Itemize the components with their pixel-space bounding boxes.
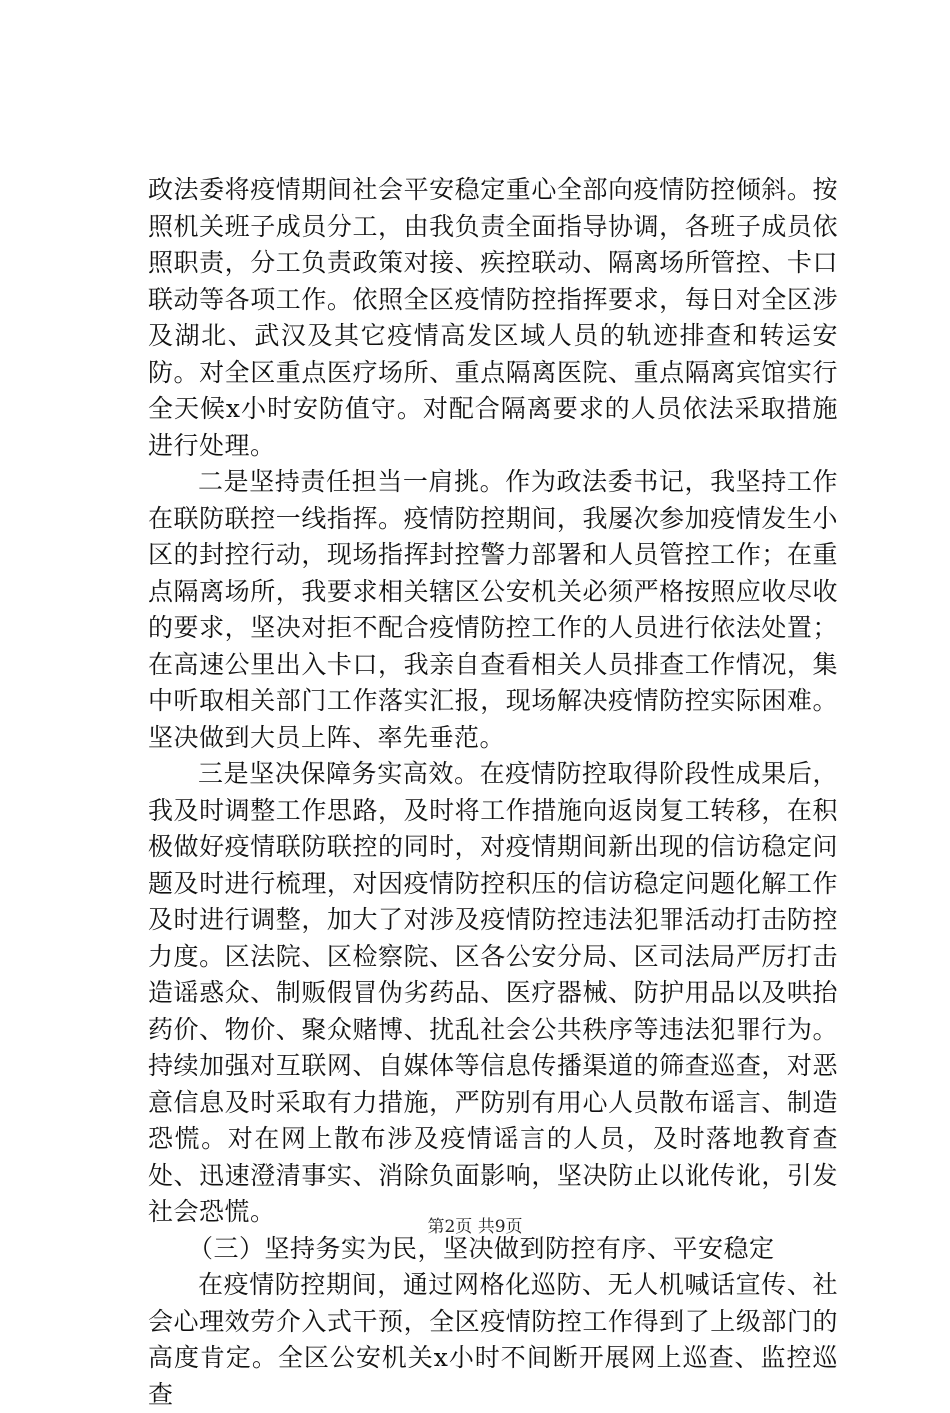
paragraph-efficiency: 三是坚决保障务实高效。在疫情防控取得阶段性成果后，我及时调整工作思路，及时将工作措施向返岗复工转移，在积极做好疫情联防联控的同时，对疫情期间新出现的信访稳定问题及时进行梳理，对因疫情防控积压的信访稳定问题化解工作及时进行调整，加大了对涉及疫情防控违法犯罪活动打击防控力度。区法院、区检察院、区各公安分局、区司法局严厉打击造谣惑众、制贩假冒伪劣药品、医疗器械、防护用品以及哄抬药价、物价、聚众赌博、扰乱社会公共秩序等违法犯罪行为。持续加强对互联网、自媒体等信息传播渠道的筛查巡查，对恶意信息及时采取有力措施，严防别有用心人员散布谣言、制造恐慌。对在网上散布涉及疫情谣言的人员，及时落地教育查处、迅速澄清事实、消除负面影响，坚决防止以讹传讹，引发社会恐慌。	[148, 759, 838, 1226]
page-number-footer: 第2页 共9页	[427, 1217, 523, 1237]
section-heading: （三）坚持务实为民，坚决做到防控有序、平安稳定	[188, 1233, 775, 1263]
paragraph-service: 在疫情防控期间，通过网格化巡防、无人机喊话宣传、社会心理效劳介入式干预，全区疫情防控工作得到了上级部门的高度肯定。全区公安机关x小时不间断开展网上巡查、监控巡查	[148, 1270, 838, 1409]
paragraph-responsibility: 二是坚持责任担当一肩挑。作为政法委书记，我坚持工作在联防联控一线指挥。疫情防控期间，我屡次参加疫情发生小区的封控行动，现场指挥封控警力部署和人员管控工作；在重点隔离场所，我要求相关辖区公安机关必须严格按照应收尽收的要求，坚决对拒不配合疫情防控工作的人员进行依法处置；在高速公里出入卡口，我亲自查看相关人员排查工作情况，集中听取相关部门工作落实汇报，现场解决疫情防控实际困难。坚决做到大员上阵、率先垂范。	[148, 467, 838, 752]
paragraph-continuation: 政法委将疫情期间社会平安稳定重心全部向疫情防控倾斜。按照机关班子成员分工，由我负责全面指导协调，各班子成员依照职责，分工负责政策对接、疾控联动、隔离场所管控、卡口联动等各项工作。依照全区疫情防控指挥要求，每日对全区涉及湖北、武汉及其它疫情高发区域人员的轨迹排查和转运安防。对全区重点医疗场所、重点隔离医院、重点隔离宾馆实行全天候x小时安防值守。对配合隔离要求的人员依法采取措施进行处理。	[148, 175, 838, 460]
